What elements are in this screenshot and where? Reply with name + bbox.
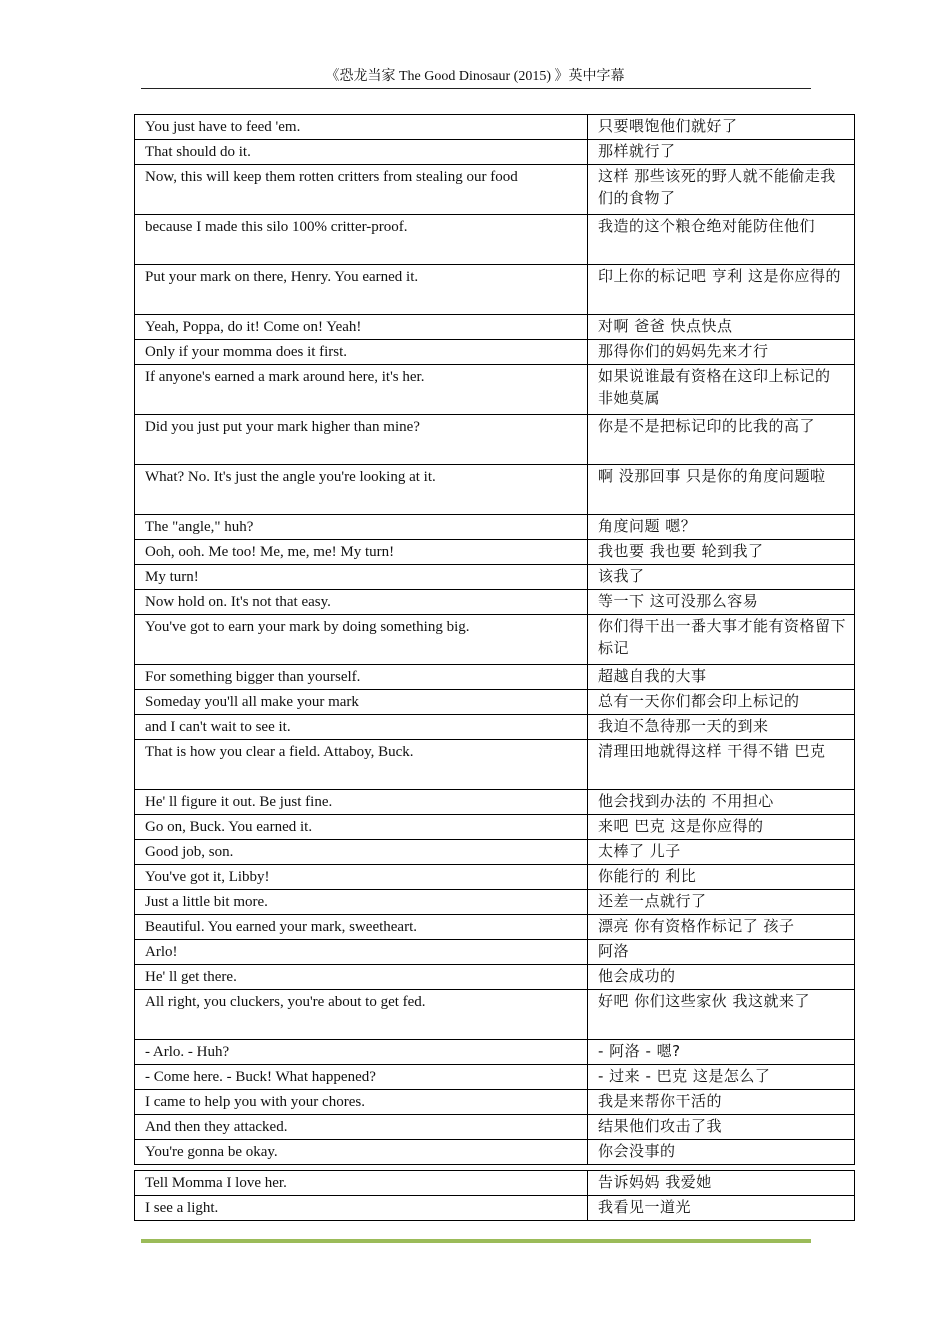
chinese-line: 漂亮 你有资格作标记了 孩子 <box>588 915 855 940</box>
chinese-line: - 过来 - 巴克 这是怎么了 <box>588 1065 855 1090</box>
english-line: Tell Momma I love her. <box>135 1171 588 1196</box>
subtitle-row <box>135 815 855 840</box>
subtitle-row <box>135 915 855 940</box>
subtitle-row <box>135 1040 855 1065</box>
chinese-line: 来吧 巴克 这是你应得的 <box>588 815 855 840</box>
chinese-line: 等一下 这可没那么容易 <box>588 590 855 615</box>
english-line: and I can't wait to see it. <box>135 715 588 740</box>
chinese-line: 他会找到办法的 不用担心 <box>588 790 855 815</box>
subtitle-table-main <box>134 114 855 1165</box>
chinese-line: 我看见一道光 <box>588 1196 855 1221</box>
english-line: My turn! <box>135 565 588 590</box>
subtitle-row <box>135 140 855 165</box>
subtitle-table-main-body <box>135 115 855 1165</box>
chinese-line: 啊 没那回事 只是你的角度问题啦 <box>588 465 855 515</box>
subtitle-row <box>135 865 855 890</box>
subtitle-row <box>135 465 855 515</box>
subtitle-row <box>135 790 855 815</box>
english-line: You're gonna be okay. <box>135 1140 588 1165</box>
english-line: Just a little bit more. <box>135 890 588 915</box>
chinese-line: 我也要 我也要 轮到我了 <box>588 540 855 565</box>
subtitle-row <box>135 365 855 415</box>
subtitle-table-continued-body <box>135 1171 855 1221</box>
english-line: That is how you clear a field. Attaboy, Buck. <box>135 740 588 790</box>
english-line: He' ll get there. <box>135 965 588 990</box>
subtitle-row <box>135 1171 855 1196</box>
english-line: Beautiful. You earned your mark, sweetheart. <box>135 915 588 940</box>
chinese-line: 印上你的标记吧 亨利 这是你应得的 <box>588 265 855 315</box>
english-line: - Arlo. - Huh? <box>135 1040 588 1065</box>
chinese-line: 阿洛 <box>588 940 855 965</box>
english-line: because I made this silo 100% critter-proof. <box>135 215 588 265</box>
subtitle-row <box>135 940 855 965</box>
english-line: Someday you'll all make your mark <box>135 690 588 715</box>
subtitle-row <box>135 1196 855 1221</box>
chinese-line: 你是不是把标记印的比我的高了 <box>588 415 855 465</box>
english-line: Did you just put your mark higher than mine? <box>135 415 588 465</box>
chinese-line: 该我了 <box>588 565 855 590</box>
english-line: You just have to feed 'em. <box>135 115 588 140</box>
subtitle-row <box>135 1115 855 1140</box>
chinese-line: 好吧 你们这些家伙 我这就来了 <box>588 990 855 1040</box>
english-line: Now, this will keep them rotten critters from stealing our food <box>135 165 588 215</box>
subtitle-row <box>135 840 855 865</box>
chinese-line: 我是来帮你干活的 <box>588 1090 855 1115</box>
chinese-line: 我迫不急待那一天的到来 <box>588 715 855 740</box>
english-line: If anyone's earned a mark around here, it's her. <box>135 365 588 415</box>
subtitle-row <box>135 565 855 590</box>
page-header-title: 《恐龙当家 The Good Dinosaur (2015) 》英中字幕 <box>325 69 625 84</box>
english-line: Put your mark on there, Henry. You earned it. <box>135 265 588 315</box>
subtitle-row <box>135 965 855 990</box>
subtitle-row <box>135 340 855 365</box>
subtitle-row <box>135 540 855 565</box>
chinese-line: 结果他们攻击了我 <box>588 1115 855 1140</box>
subtitle-table-continued <box>134 1170 855 1221</box>
subtitle-row <box>135 715 855 740</box>
chinese-line: 你能行的 利比 <box>588 865 855 890</box>
header-divider <box>141 88 811 89</box>
chinese-line: 太棒了 儿子 <box>588 840 855 865</box>
subtitle-row <box>135 890 855 915</box>
subtitle-row <box>135 1065 855 1090</box>
chinese-line: 他会成功的 <box>588 965 855 990</box>
chinese-line: 告诉妈妈 我爱她 <box>588 1171 855 1196</box>
english-line: He' ll figure it out. Be just fine. <box>135 790 588 815</box>
chinese-line: 你们得干出一番大事才能有资格留下标记 <box>588 615 855 665</box>
subtitle-row <box>135 990 855 1040</box>
subtitle-row <box>135 740 855 790</box>
subtitle-row <box>135 165 855 215</box>
chinese-line: 还差一点就行了 <box>588 890 855 915</box>
english-line: I came to help you with your chores. <box>135 1090 588 1115</box>
english-line: I see a light. <box>135 1196 588 1221</box>
subtitle-row <box>135 690 855 715</box>
english-line: Ooh, ooh. Me too! Me, me, me! My turn! <box>135 540 588 565</box>
chinese-line: 我造的这个粮仓绝对能防住他们 <box>588 215 855 265</box>
english-line: You've got it, Libby! <box>135 865 588 890</box>
english-line: Only if your momma does it first. <box>135 340 588 365</box>
english-line: - Come here. - Buck! What happened? <box>135 1065 588 1090</box>
chinese-line: 这样 那些该死的野人就不能偷走我们的食物了 <box>588 165 855 215</box>
subtitle-row <box>135 215 855 265</box>
chinese-line: 如果说谁最有资格在这印上标记的 非她莫属 <box>588 365 855 415</box>
subtitle-row <box>135 315 855 340</box>
english-line: Yeah, Poppa, do it! Come on! Yeah! <box>135 315 588 340</box>
english-line: Go on, Buck. You earned it. <box>135 815 588 840</box>
subtitle-row <box>135 1140 855 1165</box>
chinese-line: 对啊 爸爸 快点快点 <box>588 315 855 340</box>
subtitle-row <box>135 265 855 315</box>
english-line: The "angle," huh? <box>135 515 588 540</box>
subtitle-row <box>135 115 855 140</box>
chinese-line: 总有一天你们都会印上标记的 <box>588 690 855 715</box>
subtitle-row <box>135 615 855 665</box>
chinese-line: - 阿洛 - 嗯? <box>588 1040 855 1065</box>
english-line: For something bigger than yourself. <box>135 665 588 690</box>
subtitle-row <box>135 665 855 690</box>
english-line: What? No. It's just the angle you're looking at it. <box>135 465 588 515</box>
english-line: And then they attacked. <box>135 1115 588 1140</box>
chinese-line: 你会没事的 <box>588 1140 855 1165</box>
english-line: Good job, son. <box>135 840 588 865</box>
chinese-line: 那样就行了 <box>588 140 855 165</box>
chinese-line: 清理田地就得这样 干得不错 巴克 <box>588 740 855 790</box>
footer-divider <box>141 1239 811 1243</box>
english-line: You've got to earn your mark by doing something big. <box>135 615 588 665</box>
english-line: Arlo! <box>135 940 588 965</box>
chinese-line: 那得你们的妈妈先来才行 <box>588 340 855 365</box>
chinese-line: 角度问题 嗯？ <box>588 515 855 540</box>
subtitle-row <box>135 590 855 615</box>
subtitle-row <box>135 515 855 540</box>
chinese-line: 只要喂饱他们就好了 <box>588 115 855 140</box>
english-line: That should do it. <box>135 140 588 165</box>
english-line: Now hold on. It's not that easy. <box>135 590 588 615</box>
english-line: All right, you cluckers, you're about to get fed. <box>135 990 588 1040</box>
chinese-line: 超越自我的大事 <box>588 665 855 690</box>
subtitle-row <box>135 415 855 465</box>
subtitle-row <box>135 1090 855 1115</box>
